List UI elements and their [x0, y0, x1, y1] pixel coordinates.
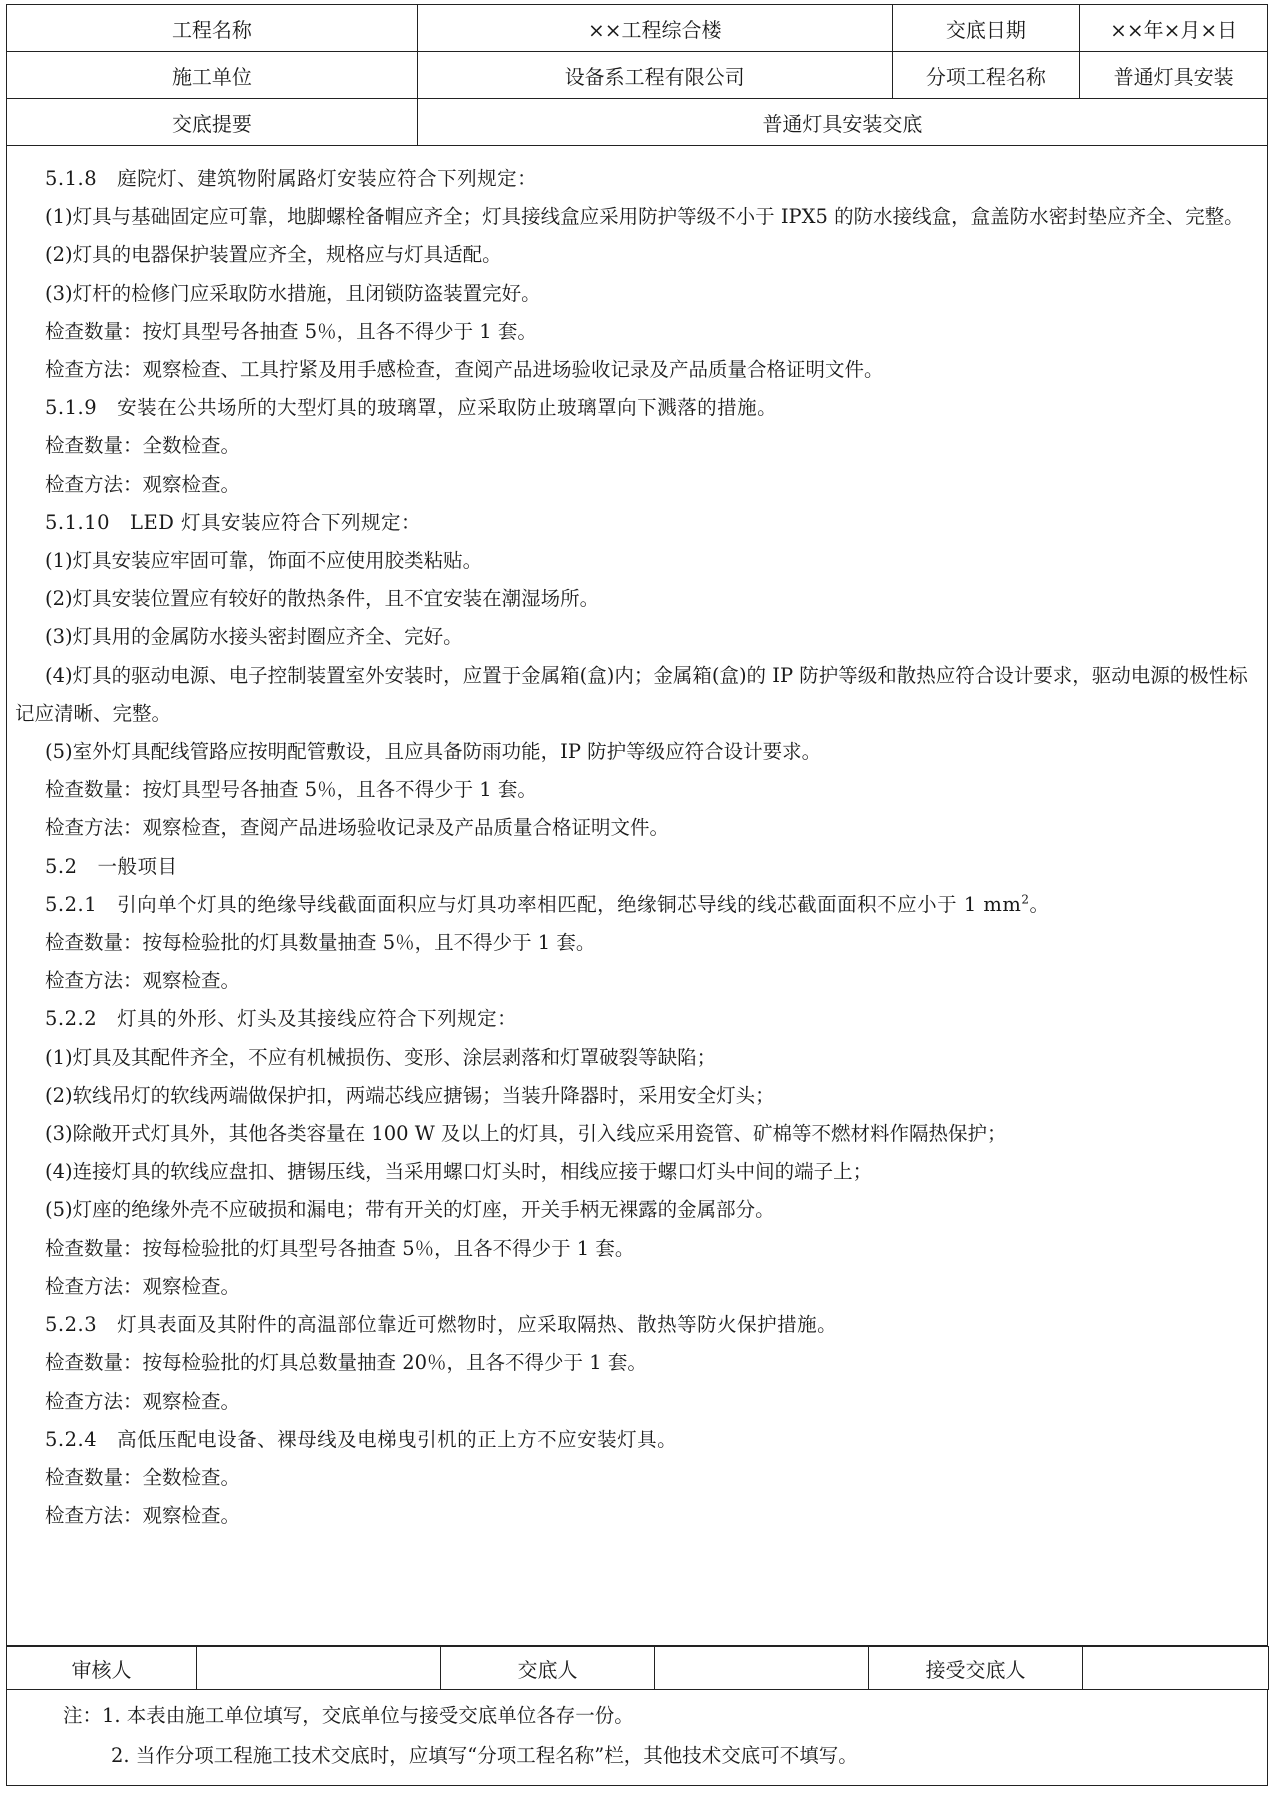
project-name-value: ××工程综合楼	[417, 5, 892, 52]
clause-item: (2)灯具安装位置应有较好的散热条件，且不宜安装在潮湿场所。	[45, 587, 600, 611]
header-table	[6, 4, 1268, 146]
clause-item: (3)灯杆的检修门应采取防水措施，且闭锁防盗装置完好。	[45, 281, 541, 305]
clause-item: (3)除敞开式灯具外，其他各类容量在 100 W 及以上的灯具，引入线应采用瓷管、矿棉等不燃材料作隔热保护；	[45, 1122, 1007, 1146]
clause-item: (4)灯具的驱动电源、电子控制装置室外安装时，应置于金属箱(盒)内；金属箱(盒)的 IP 防护等级和散热应符合设计要求，驱动电源的极性标记应清晰、完整。	[15, 663, 1248, 725]
clause-item: (1)灯具及其配件齐全，不应有机械损伤、变形、涂层剥落和灯罩破裂等缺陷；	[45, 1045, 717, 1069]
inspection-method: 检查方法：观察检查。	[45, 969, 241, 993]
inspection-method: 检查方法：观察检查。	[45, 1274, 241, 1298]
clause-item: (4)连接灯具的软线应盘扣、搪锡压线，当采用螺口灯头时，相线应接于螺口灯头中间的端子上；	[45, 1160, 873, 1184]
clause-5-1-9: 5.1.9 安装在公共场所的大型灯具的玻璃罩，应采取防止玻璃罩向下溅落的措施。	[45, 396, 778, 420]
inspection-quantity: 检查数量：全数检查。	[45, 1465, 241, 1489]
note-2: 2. 当作分项工程施工技术交底时，应填写“分项工程名称”栏，其他技术交底可不填写。	[111, 1744, 858, 1767]
disclosure-date-label: 交底日期	[892, 5, 1080, 52]
signature-table	[6, 1646, 1269, 1690]
clause-item: (5)灯座的绝缘外壳不应破损和漏电；带有开关的灯座，开关手柄无裸露的金属部分。	[45, 1198, 775, 1222]
inspection-quantity: 检查数量：全数检查。	[45, 434, 241, 458]
clause-5-2-3: 5.2.3 灯具表面及其附件的高温部位靠近可燃物时，应采取隔热、散热等防火保护措施。	[45, 1313, 838, 1337]
discloser-label: 交底人	[441, 1647, 655, 1690]
superscript-2: 2	[1021, 892, 1030, 907]
inspection-quantity: 检查数量：按每检验批的灯具总数量抽查 20％，且各不得少于 1 套。	[45, 1351, 647, 1375]
inspection-method: 检查方法：观察检查、工具拧紧及用手感检查，查阅产品进场验收记录及产品质量合格证明文件。	[45, 358, 884, 382]
inspection-method: 检查方法：观察检查。	[45, 1389, 241, 1413]
section-5-2-heading: 5.2 一般项目	[45, 854, 178, 878]
reviewer-label: 审核人	[7, 1647, 197, 1690]
inspection-method: 检查方法：观察检查。	[45, 472, 241, 496]
clause-5-2-4: 5.2.4 高低压配电设备、裸母线及电梯曳引机的正上方不应安装灯具。	[45, 1427, 678, 1451]
clause-5-2-2: 5.2.2 灯具的外形、灯头及其接线应符合下列规定：	[45, 1007, 518, 1031]
form-notes	[6, 1690, 1268, 1786]
clause-item: (2)灯具的电器保护装置应齐全，规格应与灯具适配。	[45, 243, 502, 267]
subitem-name-value: 普通灯具安装	[1080, 52, 1268, 99]
inspection-quantity: 检查数量：按灯具型号各抽查 5％，且各不得少于 1 套。	[45, 319, 537, 343]
discloser-signature-field[interactable]	[655, 1647, 869, 1690]
disclosure-date-value: ××年×月×日	[1080, 5, 1268, 52]
clause-item: (2)软线吊灯的软线两端做保护扣，两端芯线应搪锡；当装升降器时，采用安全灯头；	[45, 1083, 775, 1107]
clause-item: (5)室外灯具配线管路应按明配管敷设，且应具备防雨功能，IP 防护等级应符合设计要求。	[45, 740, 822, 764]
contractor-label: 施工单位	[7, 52, 418, 99]
contractor-value: 设备系工程有限公司	[417, 52, 892, 99]
receiver-label: 接受交底人	[869, 1647, 1083, 1690]
clause-5-1-8: 5.1.8 庭院灯、建筑物附属路灯安装应符合下列规定：	[45, 167, 538, 190]
inspection-quantity: 检查数量：按灯具型号各抽查 5％，且各不得少于 1 套。	[45, 778, 537, 802]
inspection-quantity: 检查数量：按每检验批的灯具型号各抽查 5％，且各不得少于 1 套。	[45, 1236, 635, 1260]
project-name-label: 工程名称	[7, 5, 418, 52]
summary-label: 交底提要	[7, 99, 418, 146]
inspection-quantity: 检查数量：按每检验批的灯具数量抽查 5％，且不得少于 1 套。	[45, 931, 596, 955]
receiver-signature-field[interactable]	[1083, 1647, 1269, 1690]
clause-5-1-10: 5.1.10 LED 灯具安装应符合下列规定：	[45, 510, 422, 534]
subitem-name-label: 分项工程名称	[892, 52, 1080, 99]
inspection-method: 检查方法：观察检查，查阅产品进场验收记录及产品质量合格证明文件。	[45, 816, 670, 840]
disclosure-content	[6, 146, 1268, 1646]
clause-item: (3)灯具用的金属防水接头密封圈应齐全、完好。	[45, 625, 463, 649]
disclosure-form	[6, 4, 1268, 1804]
clause-item: (1)灯具安装应牢固可靠，饰面不应使用胶类粘贴。	[45, 549, 483, 573]
inspection-method: 检查方法：观察检查。	[45, 1504, 241, 1528]
reviewer-signature-field[interactable]	[197, 1647, 441, 1690]
summary-value: 普通灯具安装交底	[417, 99, 1267, 146]
note-1: 注：1. 本表由施工单位填写，交底单位与接受交底单位各存一份。	[63, 1704, 634, 1727]
clause-5-2-1	[45, 886, 1257, 924]
clause-item: (1)灯具与基础固定应可靠，地脚螺栓备帽应齐全；灯具接线盒应采用防护等级不小于 IPX5 的防水接线盒，盒盖防水密封垫应齐全、完整。	[45, 205, 1244, 229]
clause-5-2-1-text: 5.2.1 引向单个灯具的绝缘导线截面面积应与灯具功率相匹配，绝缘铜芯导线的线芯截面面积不应小于 1 mm	[45, 892, 1022, 916]
period: 。	[1029, 892, 1050, 916]
